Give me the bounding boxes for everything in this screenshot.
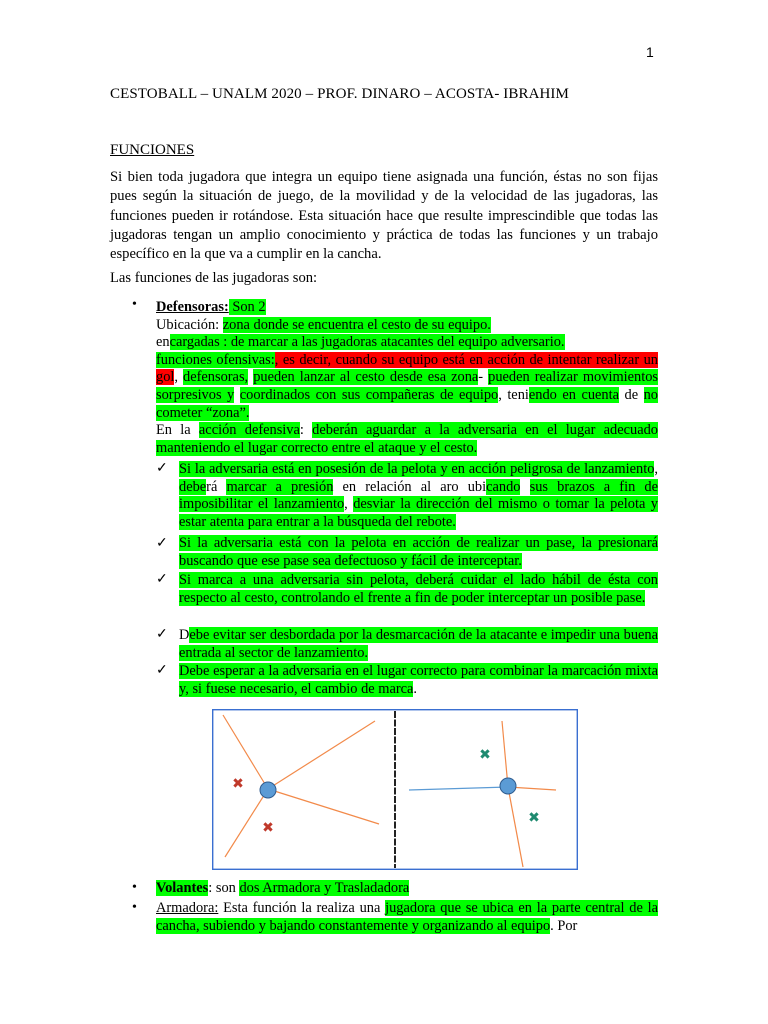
sep-3: -: [478, 369, 489, 386]
bullet-icon: •: [132, 900, 137, 915]
armadora-block: [156, 900, 658, 935]
defensoras-block: [156, 299, 658, 457]
zona-text: no cometer “zona”.: [156, 386, 658, 421]
check-item-4: [179, 627, 658, 662]
movimientos-text: pueden realizar movimientos sorpresivos y: [156, 369, 659, 403]
accion-text: deberán aguardar a la adversaria en el lugar adecuado manteniendo el lugar correcto entre el ataque y el cesto.: [156, 422, 658, 456]
check-1-k: desviar la dirección del mismo o tomar la pelota y estar atenta para entrar a la búsqueda del rebote.: [179, 496, 658, 530]
teal-cross-mark: ✖: [528, 810, 540, 826]
check-1-a: Si la adversaria está en posesión de la pelota y en acción peligrosa de lanzamiento: [179, 461, 655, 477]
bullet-icon: •: [132, 880, 137, 895]
red-cross-mark: ✖: [232, 776, 244, 792]
intro-paragraph: Si bien toda jugadora que integra un equipo tiene asignada una función, éstas no son fijas pues según la situación de juego, de la movilidad y de la velocidad de las jugadoras, las funciones pueden ir rotándose. Esta situación hace que resulte imprescindible que todas las jugadoras tengan un amplio conocimiento y práctica de todas las funciones y un trabajo específico en la que va a cumplir en la cancha.: [110, 169, 658, 263]
check-1-e: marcar a presión: [226, 478, 334, 495]
check-4-b: ebe evitar ser desbordada por la desmarcación de la atacante e impedir una buena entrada al sector de lanzamiento.: [179, 627, 658, 661]
page-number: 1: [646, 44, 654, 60]
lanzar-text: pueden lanzar al cesto desde esa zona: [253, 369, 479, 386]
check-1-h: [520, 479, 529, 495]
check-1-d: rá: [206, 478, 227, 495]
accion-label: acción defensiva: [198, 422, 300, 439]
en-cuenta-text: endo en cuenta: [528, 386, 620, 403]
check-4-a: D: [179, 627, 190, 643]
check-item-3: [179, 572, 658, 607]
check-item-2: [179, 535, 658, 570]
encargadas-text: cargadas : de marcar a las jugadoras atacantes del equipo adversario.: [169, 334, 565, 351]
ofensivas-red-text: , es decir, cuando su equipo está en acción de intentar realizar un gol: [156, 351, 658, 386]
check-1-c: debe: [179, 478, 207, 495]
ubicacion-text: zona donde se encuentra el cesto de su: [222, 316, 445, 333]
check-2-text: Si la adversaria está con la pelota en acción de realizar un pase, la presionará buscando que ese pase sea defectuoso y fácil de interceptar.: [179, 535, 658, 569]
coordinados-text: coordinados con sus compañeras de equipo: [239, 386, 499, 403]
sep-6: de: [619, 386, 644, 403]
check-5-b: .: [413, 680, 418, 697]
functions-intro: Las funciones de las jugadoras son:: [110, 270, 318, 286]
check-icon: ✓: [156, 536, 168, 551]
check-icon: ✓: [156, 461, 168, 476]
player-circle-right: [500, 778, 516, 794]
encargadas-prefix: en: [156, 334, 170, 351]
check-icon: ✓: [156, 663, 168, 678]
check-item-1: [179, 461, 658, 531]
section-title: FUNCIONES: [110, 142, 195, 158]
defensoras-label: Defensoras:: [156, 299, 229, 315]
accion-prefix: En la: [156, 422, 199, 439]
check-3-text: Si marca a una adversaria sin pelota, deberá cuidar el lado hábil de ésta con respecto al cesto, controlando el frente a fin de poder interceptar un posible pase.: [179, 572, 658, 606]
check-icon: ✓: [156, 572, 168, 587]
sep-1: ,: [174, 369, 184, 386]
teal-cross-mark: ✖: [479, 747, 491, 763]
armadora-prefix: Esta función la realiza una: [218, 900, 386, 916]
volantes-label: Volantes: [156, 880, 209, 896]
document-title: CESTOBALL – UNALM 2020 – PROF. DINARO – ACOSTA- IBRAHIM: [110, 86, 569, 102]
volantes-block: [156, 880, 658, 898]
sep-7: :: [299, 422, 313, 439]
sep-4: [234, 387, 240, 403]
check-1-b: ,: [654, 461, 658, 477]
defensoras-count: Son 2: [228, 299, 266, 315]
defensoras-word: defensoras,: [183, 369, 249, 386]
bullet-icon: •: [132, 297, 137, 312]
court-diagram: [212, 709, 578, 870]
ubicacion-text-2: equipo.: [444, 316, 491, 333]
volantes-prefix: : son: [208, 880, 240, 896]
check-item-5: [179, 663, 658, 698]
player-circle-left: [260, 782, 276, 798]
armadora-suffix: . Por: [550, 917, 578, 934]
check-icon: ✓: [156, 627, 168, 642]
ubicacion-label: Ubicación:: [156, 316, 223, 333]
check-1-i: sus brazos a fin de imposibilitar el lanzamiento: [179, 478, 659, 513]
ofensivas-label: funciones ofensivas:: [156, 351, 275, 368]
check-1-f: en relación al aro ubi: [333, 478, 487, 495]
armadora-text: jugadora que se ubica en la parte central de la cancha, subiendo y bajando constantemente y organizando al equipo: [156, 900, 659, 934]
red-cross-mark: ✖: [262, 820, 274, 836]
armadora-label: Armadora:: [156, 900, 219, 916]
check-1-g: cando: [486, 478, 521, 495]
check-1-j: ,: [344, 496, 354, 513]
volantes-text: dos Armadora y Trasladadora: [239, 880, 410, 896]
sep-5: , teni: [498, 386, 529, 403]
check-5-a: Debe esperar a la adversaria en el lugar correcto para combinar la marcación mixta y, si fuese necesario, el cambio de marca: [179, 663, 658, 697]
